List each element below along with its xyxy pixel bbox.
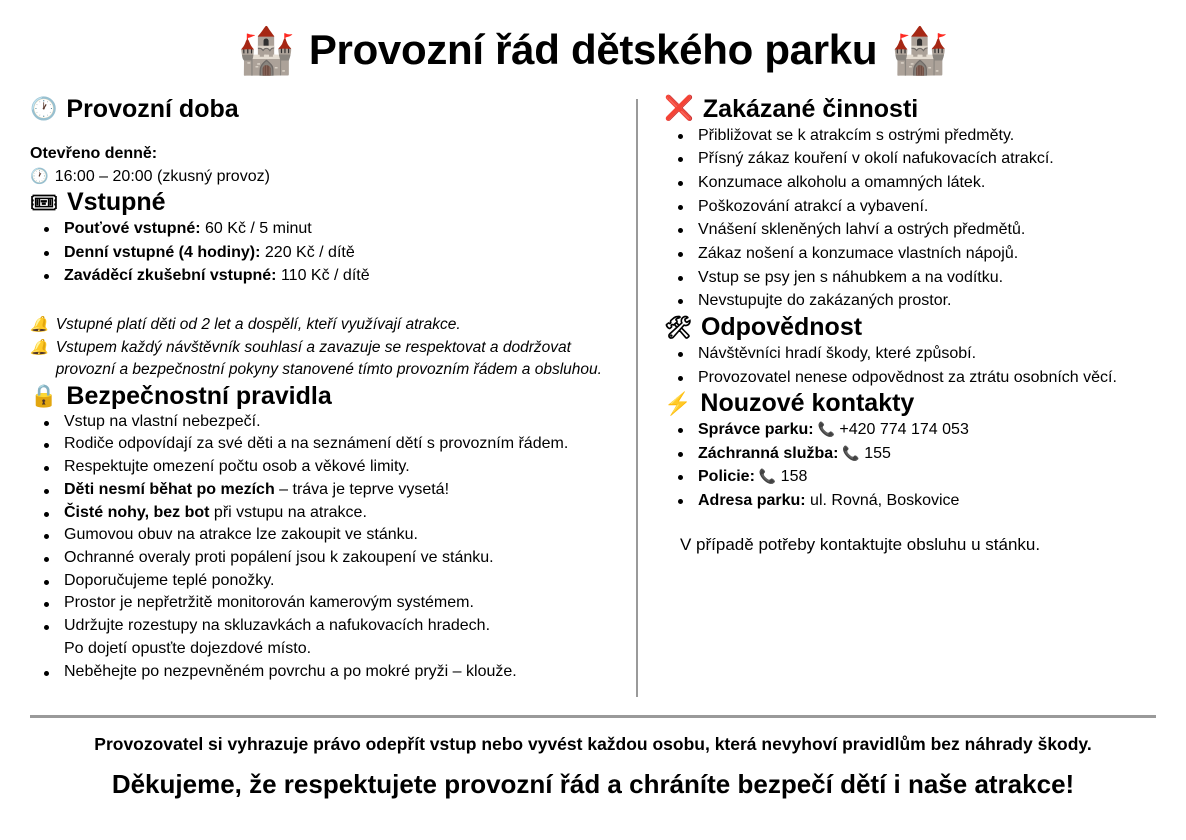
safety-rule-text: Vstup na vlastní nebezpečí. <box>64 412 261 430</box>
footer-thanks: Děkujeme, že respektujete provozní řád a chráníte bezpečí dětí i naše atrakce! <box>111 769 1075 799</box>
operating-hours-label: Otevřeno denně: <box>30 144 158 162</box>
safety-rule-item <box>30 456 618 479</box>
entry-note-text: Vstupem každý návštěvník souhlasí a zavazuje se respektovat a dodržovat provozní a bezpečnostní pokyny stanovené tímto provozním řádem a obsluhou. <box>55 338 602 378</box>
ticket-price-label: Denní vstupné (4 hodiny): <box>64 243 261 261</box>
emergency-contact-value: +420 774 174 053 <box>834 420 969 438</box>
section-title-emergency-contacts: Nouzové kontakty <box>700 389 915 418</box>
forbidden-activity-item: Zákaz nošení a konzumace vlastních nápojů. <box>664 242 1172 266</box>
ticket-price-item <box>30 264 618 288</box>
emergency-contact-label: Správce parku: <box>698 420 814 438</box>
forbidden-activity-item: Vstup se psy jen s náhubkem a na vodítku. <box>664 266 1172 290</box>
safety-rule-item <box>30 592 618 615</box>
section-heading-emergency-contacts <box>664 389 1172 418</box>
emergency-contact-value: ul. Rovná, Boskovice <box>805 491 960 509</box>
responsibility-list <box>664 342 1172 389</box>
responsibility-item: Provozovatel nenese odpovědnost za ztrátu osobních věcí. <box>664 366 1172 390</box>
phone-icon: 📞 <box>838 444 860 461</box>
emergency-contact-label: Adresa parku: <box>698 491 806 509</box>
forbidden-activity-item: Přibližovat se k atrakcím s ostrými předměty. <box>664 124 1172 148</box>
safety-rule-item <box>30 524 618 547</box>
safety-rule-item <box>30 433 618 456</box>
hammer-and-wrench-icon: 🛠 <box>664 314 692 340</box>
forbidden-activities-list <box>664 124 1172 313</box>
horizontal-divider <box>30 715 1156 718</box>
castle-icon-right: 🏰 <box>891 23 949 76</box>
section-heading-responsibility <box>664 313 1172 342</box>
red-x-icon: ❌ <box>664 95 694 123</box>
section-title-responsibility: Odpovědnost <box>700 313 863 342</box>
entry-note <box>30 337 618 381</box>
ticket-price-list <box>30 217 618 288</box>
safety-rule-text: Udržujte rozestupy na skluzavkách a nafukovacích hradech. <box>64 617 491 635</box>
safety-rule-item <box>30 502 618 525</box>
operating-hours-value: 16:00 – 20:00 (zkusný provoz) <box>54 167 270 185</box>
lock-icon: 🔒 <box>30 383 58 409</box>
safety-rule-item <box>30 547 618 570</box>
operating-hours-value-row <box>30 165 618 188</box>
emergency-contact-item <box>664 418 1172 442</box>
forbidden-activity-item: Konzumace alkoholu a omamných látek. <box>664 171 1172 195</box>
forbidden-activity-item: Poškozování atrakcí a vybavení. <box>664 195 1172 219</box>
bell-icon: 🔔 <box>30 338 49 356</box>
forbidden-activity-item: Vnášení skleněných lahví a ostrých předmětů. <box>664 218 1172 242</box>
clock-icon: 🕐 <box>30 96 58 122</box>
safety-rule-text: Prostor je nepřetržitě monitorován kamerovým systémem. <box>64 594 474 612</box>
page-title-bar <box>0 0 1186 95</box>
emergency-contacts-list <box>664 418 1172 513</box>
safety-rule-text: Ochranné overaly proti popálení jsou k zakoupení ve stánku. <box>64 548 494 566</box>
ticket-price-value: 110 Kč / dítě <box>276 267 370 285</box>
safety-rule-text: Rodiče odpovídají za své děti a na seznámení dětí s provozním řádem. <box>64 435 569 453</box>
content-columns <box>0 95 1186 705</box>
safety-rule-text: Gumovou obuv na atrakce lze zakoupit ve stánku. <box>64 526 418 544</box>
emergency-contact-label: Policie: <box>698 468 755 486</box>
emergency-contact-value: 155 <box>859 444 891 462</box>
phone-icon: 📞 <box>754 468 777 485</box>
forbidden-activity-item: Přísný zákaz kouření v okolí nafukovacích atrakcí. <box>664 147 1172 171</box>
right-column <box>638 95 1186 705</box>
phone-icon: 📞 <box>813 420 835 437</box>
emergency-contact-label: Záchranná služba: <box>698 444 839 462</box>
clock-icon-small: 🕐 <box>30 168 49 186</box>
entry-notes-block <box>30 314 618 381</box>
ticket-price-value: 60 Kč / 5 minut <box>200 219 312 237</box>
ticket-price-label: Zaváděcí zkušební vstupné: <box>64 267 277 285</box>
safety-rule-text: při vstupu na atrakce. <box>209 503 367 521</box>
section-title-operating-hours: Provozní doba <box>66 95 239 123</box>
safety-rule-text: – tráva je teprve vysetá! <box>274 480 450 498</box>
footer-disclaimer: Provozovatel si vyhrazuje právo odepřít vstup nebo vyvést každou osobu, která nevyhoví pravidlům bez náhrady škody. <box>94 734 1092 754</box>
page-footer <box>0 715 1186 840</box>
operating-hours-block <box>30 142 618 188</box>
section-heading-tickets <box>30 188 618 217</box>
ticket-icon: 🎟 <box>30 189 58 215</box>
emergency-contact-value: 158 <box>776 468 808 486</box>
safety-rule-item <box>30 615 618 660</box>
responsibility-item: Návštěvníci hradí škody, které způsobí. <box>664 342 1172 366</box>
lightning-bolt-icon: ⚡ <box>664 390 692 416</box>
safety-rule-item <box>30 570 618 593</box>
castle-icon-left: 🏰 <box>237 23 295 76</box>
safety-rule-text: Doporučujeme teplé ponožky. <box>64 571 275 589</box>
left-column <box>0 95 636 705</box>
safety-rule-emphasis: Děti nesmí běhat po mezích <box>64 480 275 498</box>
section-heading-safety-rules <box>30 382 618 411</box>
safety-rule-text: Neběhejte po nezpevněném povrchu a po mokré pryži – klouže. <box>64 662 517 680</box>
page-title: Provozní řád dětského parku <box>308 25 878 73</box>
ticket-price-item <box>30 241 618 265</box>
ticket-price-item <box>30 217 618 241</box>
emergency-contact-item <box>664 489 1172 513</box>
section-heading-operating-hours <box>30 95 618 124</box>
bell-icon: 🔔 <box>30 315 49 333</box>
closing-note: V případě potřeby kontaktujte obsluhu u stánku. <box>680 534 1041 554</box>
section-title-forbidden-activities: Zakázané činnosti <box>702 95 919 123</box>
ticket-price-value: 220 Kč / dítě <box>260 243 355 261</box>
safety-rule-subtext: Po dojetí opusťte dojezdové místo. <box>64 639 312 657</box>
forbidden-activity-item: Nevstupujte do zakázaných prostor. <box>664 289 1172 313</box>
safety-rules-list <box>30 411 618 684</box>
ticket-price-label: Pouťové vstupné: <box>64 219 201 237</box>
safety-rule-emphasis: Čisté nohy, bez bot <box>64 503 210 521</box>
section-heading-forbidden-activities <box>664 95 1172 124</box>
emergency-contact-item <box>664 442 1172 466</box>
entry-note-text: Vstupné platí děti od 2 let a dospělí, kteří využívají atrakce. <box>55 315 461 333</box>
safety-rule-text: Respektujte omezení počtu osob a věkové limity. <box>64 458 410 476</box>
section-title-tickets: Vstupné <box>66 188 166 217</box>
emergency-contact-item <box>664 465 1172 489</box>
safety-rule-item <box>30 661 618 684</box>
section-title-safety-rules: Bezpečnostní pravidla <box>66 381 332 410</box>
safety-rule-item <box>30 479 618 502</box>
entry-note <box>30 314 618 336</box>
safety-rule-item <box>30 411 618 434</box>
